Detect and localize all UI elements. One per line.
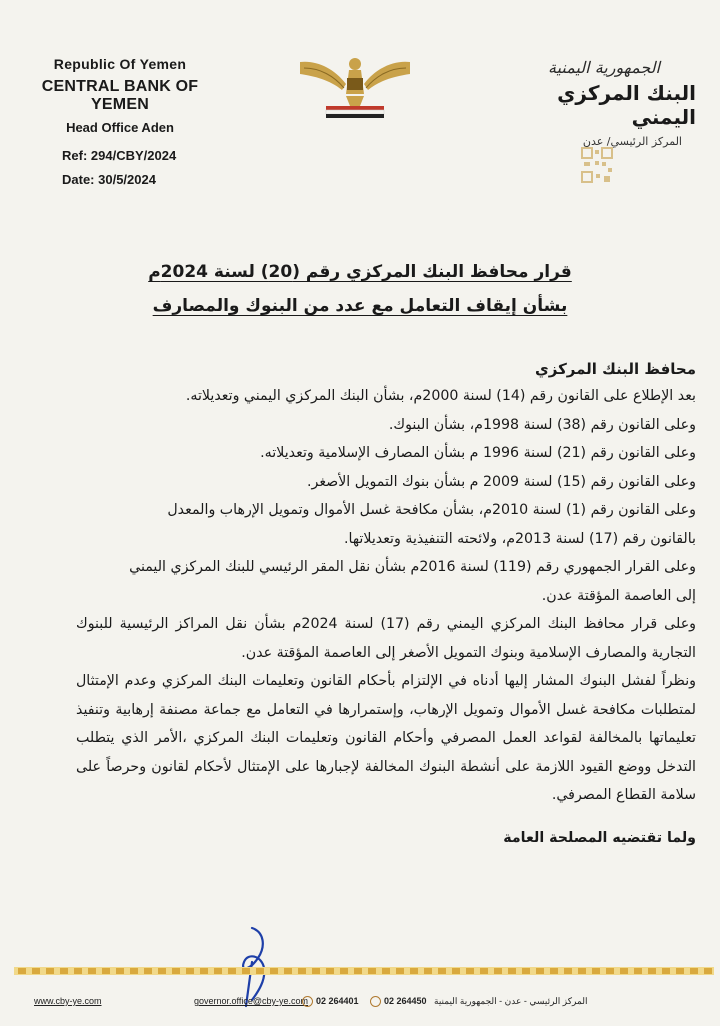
office-name-en: Head Office Aden: [66, 120, 174, 135]
decision-body: [76, 360, 696, 852]
office-name-ar: المركز الرئيسي/ عدن: [582, 135, 682, 148]
arabic-header: [506, 58, 696, 148]
address-text: المركز الرئيسي - عدن - الجمهورية اليمنية: [434, 996, 588, 1006]
preamble-line: وعلى القرار الجمهوري رقم (119) لسنة 2016م بشأن نقل المقر الرئيسي للبنك المركزي اليمني: [129, 559, 696, 575]
bank-name-en: CENTRAL BANK OF YEMEN: [41, 78, 199, 113]
preamble-line: وعلى القانون رقم (21) لسنة 1996 م بشأن المصارف الإسلامية وتعديلاته.: [260, 445, 696, 461]
reference-number: Ref: 294/CBY/2024: [62, 148, 177, 163]
preamble-line: بعد الإطلاع على القانون رقم (14) لسنة 2000م، بشأن البنك المركزي اليمني وتعديلاته.: [185, 388, 696, 404]
decorative-footer-band: [14, 964, 714, 978]
decision-subject: بشأن إيقاف التعامل مع عدد من البنوك والمصارف: [152, 296, 568, 316]
website-link[interactable]: www.cby-ye.com: [34, 996, 102, 1006]
paragraph-justification: ونظراً لفشل البنوك المشار إليها أدناه في الإلتزام بأحكام القانون وتعليمات البنك المركزي وعدم الإمتثال لمتطلبات مكافحة غسل الأموال وتمويل الإرهاب، وإستمرارها في التعامل مع جماعة مصنفة إرهابية وتنفيذ تعليماتها بالمخالفة لقواعد العمل المصرفي وأحكام القانون وتعليمات البنك المركزي ،الأمر الذي يتطلب التدخل ووضع القيود اللازمة على أنشطة البنوك المخالفة لإجبارها على الإمتثال لأحكام لقانون وحرصاً على سلامة القطاع المصرفي.: [76, 673, 696, 803]
preamble-line: وعلى القانون رقم (1) لسنة 2010م، بشأن مكافحة غسل الأموال وتمويل الإرهاب والمعدل: [167, 502, 696, 518]
phone-number-2: 02 264450: [370, 996, 427, 1007]
yemen-eagle-emblem-icon: [296, 54, 414, 120]
document-date: Date: 30/5/2024: [62, 172, 156, 187]
phone-number-1: 02 264401: [302, 996, 359, 1007]
salutation: محافظ البنك المركزي: [534, 360, 696, 378]
preamble-line: وعلى القانون رقم (38) لسنة 1998م، بشأن البنوك.: [388, 416, 696, 433]
qr-code-icon: [580, 146, 614, 184]
paragraph-relocation-decision: وعلى قرار محافظ البنك المركزي اليمني رقم (17) لسنة 2024م بشأن نقل المراكز الرئيسية للبنوك التجارية والمصارف الإسلامية وبنوك التمويل الأصغر إلى العاصمة المؤقتة عدن.: [76, 616, 697, 661]
country-name-en: Republic Of Yemen: [53, 56, 187, 72]
preamble-line: بالقانون رقم (17) لسنة 2013م، ولائحته التنفيذية وتعديلاتها.: [344, 530, 696, 547]
phone-icon: [302, 996, 313, 1007]
english-header: [20, 56, 220, 135]
fax-icon: [370, 996, 381, 1007]
bank-name-ar: البنك المركزي اليمني: [557, 81, 696, 129]
email-link[interactable]: governor.office@cby-ye.com: [194, 996, 309, 1006]
preamble-line: إلى العاصمة المؤقتة عدن.: [541, 587, 696, 604]
decision-title: قرار محافظ البنك المركزي رقم (20) لسنة 2024م: [148, 262, 572, 282]
preamble-line: وعلى القانون رقم (15) لسنة 2009 م بشأن بنوك التمويل الأصغر.: [306, 473, 696, 490]
country-name-ar: الجمهورية اليمنية: [547, 58, 660, 77]
closing-line: ولما تقتضيه المصلحة العامة: [503, 829, 696, 846]
